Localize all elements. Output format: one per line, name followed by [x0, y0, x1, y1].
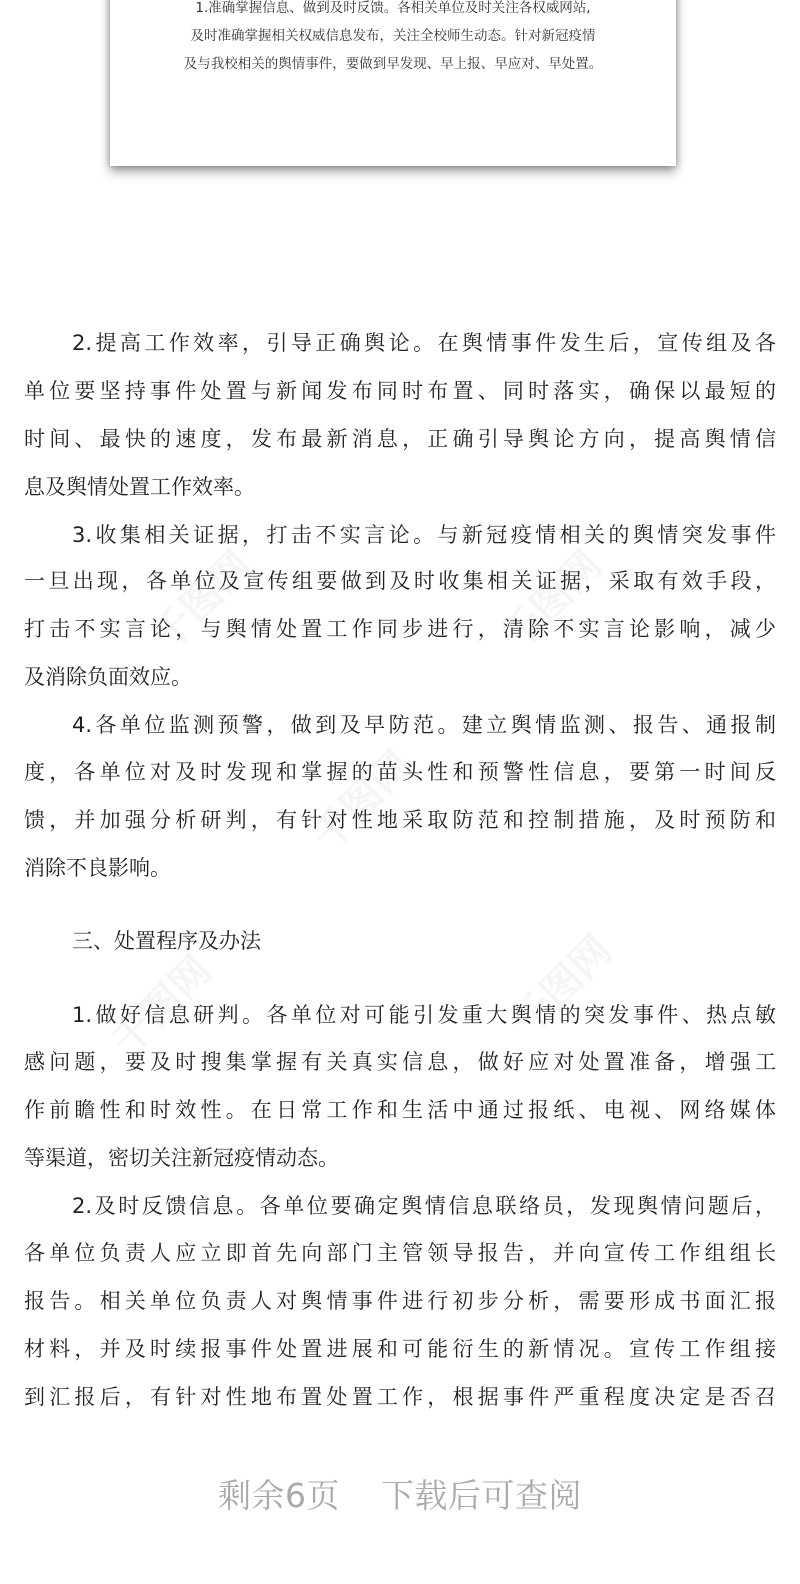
paragraph-line: 作前瞻性和时效性。在日常工作和生活中通过报纸、电视、网络媒体	[24, 1098, 776, 1122]
watermark: 千图网	[143, 542, 262, 660]
paragraph-line: 馈，并加强分析研判，有针对性地采取防范和控制措施，及时预防和	[24, 808, 776, 832]
preview-line-2: 及时准确掌握相关权威信息发布，关注全校师生动态。针对新冠疫情	[190, 28, 596, 44]
paragraph-line: 2.提高工作效率，引导正确舆论。在舆情事件发生后，宣传组及各	[72, 331, 776, 355]
paragraph-line: 等渠道，密切关注新冠疫情动态。	[24, 1146, 339, 1170]
paragraph-line: 息及舆情处置工作效率。	[24, 475, 255, 499]
paragraph-line: 报告。相关单位负责人对舆情事件进行初步分析，需要形成书面汇报	[24, 1289, 776, 1313]
paragraph-line: 各单位负责人应立即首先向部门主管领导报告，并向宣传工作组组长	[24, 1241, 776, 1265]
watermark: 千图网	[503, 927, 622, 1045]
paragraph-line: 1.做好信息研判。各单位对可能引发重大舆情的突发事件、热点敏	[72, 1003, 776, 1027]
paragraph-line: 消除不良影响。	[24, 856, 171, 880]
paragraph-line: 感问题，要及时搜集掌握有关真实信息，做好应对处置准备，增强工	[24, 1050, 776, 1074]
paragraph-line: 时间、最快的速度，发布最新消息，正确引导舆论方向，提高舆情信	[24, 427, 776, 451]
paragraph-line: 度，各单位对及时发现和掌握的苗头性和预警性信息，要第一时间反	[24, 760, 776, 784]
paragraph-line: 2.及时反馈信息。各单位要确定舆情信息联络员，发现舆情问题后，	[72, 1194, 776, 1218]
paragraph-line: 及消除负面效应。	[24, 665, 192, 689]
paragraph-line: 3.收集相关证据，打击不实言论。与新冠疫情相关的舆情突发事件	[72, 523, 776, 547]
preview-line-1: 1.准确掌握信息、做到及时反馈。各相关单位及时关注各权威网站,	[195, 0, 591, 16]
preview-card	[110, 0, 676, 166]
watermark: 千图网	[103, 947, 222, 1065]
watermark: 千图网	[303, 742, 422, 860]
paragraph-line: 材料，并及时续报事件处置进展和可能衍生的新情况。宣传工作组接	[24, 1337, 776, 1361]
paragraph-line: 到汇报后，有针对性地布置处置工作，根据事件严重程度决定是否召	[24, 1385, 776, 1409]
download-hint[interactable]: 下载后可查阅	[381, 1476, 582, 1515]
paragraph-line: 一旦出现，各单位及宣传组要做到及时收集相关证据，采取有效手段，	[24, 569, 776, 593]
preview-line-3: 及与我校相关的舆情事件，要做到早发现、早上报、早应对、早处置。	[183, 56, 603, 72]
watermark: 千图网	[493, 542, 612, 660]
paragraph-line: 打击不实言论，与舆情处置工作同步进行，清除不实言论影响，减少	[24, 617, 776, 641]
paragraph-line: 单位要坚持事件处置与新闻发布同时布置、同时落实，确保以最短的	[24, 379, 776, 403]
section-heading: 三、处置程序及办法	[72, 929, 261, 953]
paragraph-line: 4.各单位监测预警，做到及早防范。建立舆情监测、报告、通报制	[72, 713, 776, 737]
remaining-pages-count: 剩余6页	[218, 1476, 340, 1515]
remaining-pages-banner[interactable]	[0, 1470, 800, 1517]
